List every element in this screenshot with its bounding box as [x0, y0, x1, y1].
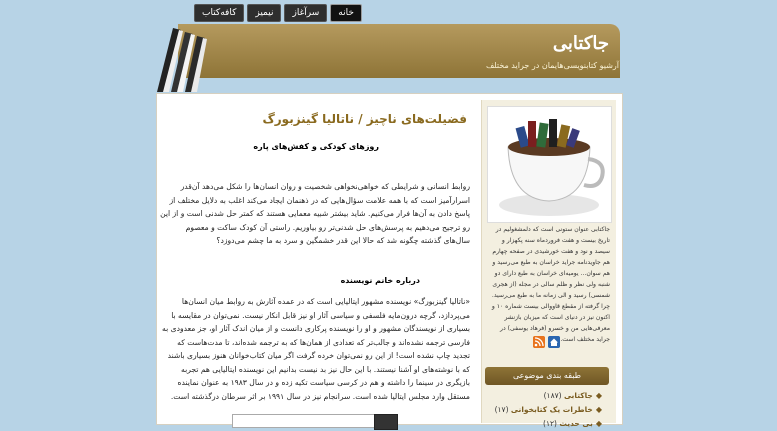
- post-paragraph-1: روابط انسانی و شرایطی که خواهی‌نخواهی شخصیت و روان انسان‌ها را شکل می‌دهد آن‌قدر اسرارآمیز است که با همه علامت سؤال‌هایی که در ذهنمان ایجاد می‌کند اغلب به دلایل مختلف از پاسخ دادن به آن‌ها فرار می‌کنیم. شاید بیشتر شبیه معمایی هستند که کمتر حل شدنی است و از این رو ترجیح می‌دهیم به پرسش‌های حل شدنی‌تر رو بیاوریم. راستی آن کودک ساکت و معصوم سال‌های گذشته چگونه شد که حالا این قدر خشمگین و سرد به ما چشم می‌دوزد؟: [160, 182, 470, 245]
- nav-tab-home[interactable]: خانه: [330, 4, 362, 22]
- category-link[interactable]: بی حدیث: [559, 419, 593, 428]
- post-paragraph-2: «ناتالیا گینزبورگ» نویسنده مشهور ایتالیایی است که در عمده آثارش به روابط میان انسان‌ها می‌پردازد، گرچه درون‌مایه فلسفی و سیاسی آثار او نیز قابل انکار نیست. نمی‌توان در مقایسه با بسیاری از نویسندگان مشهور و او را نویسنده پرکاری دانست و از میان اندک آثار او، جز معدودی به فارسی ترجمه نشده‌اند و جالب‌تر که تعدادی از همان‌ها که به ترجمه شده‌اند، تا مدت‌هاست که تجدید چاپ نشده است! از این رو نمی‌توان خرده گرفت اگر میان کتاب‌خوانان هنوز بسیاری باشند که با نوشته‌های او آشنا نیستند. با این حال نیز بد نیست بدانیم این نویسنده ایتالیایی هم تجربه بازیگری در سینما را داشته و هم در کرسی سیاست تکیه زده و در سال ۱۹۸۳ به عنوان نماینده مستقل وارد مجلس ایتالیا شده است. سرانجام نیز در سال ۱۹۹۱ بر اثر سرطان درگذشته است.: [162, 297, 470, 401]
- search-button[interactable]: [374, 414, 398, 430]
- category-item[interactable]: [488, 389, 602, 403]
- about-text: جاکتابی عنوان ستونی است که دلمشغولیم در تاریخ بیست و هفت فروردماه سنه پکهزار و سیصد و نود و هفت خورشیدی در صفحه چهارم هم جاویدنامه جراید خراسان به طبع می‌رسید و هم سوان... یومیه‌ای خراسان به طبع دارای دو شنبه ولی نظر و ظلم سالی در مجله (از هجری شمسی) رسید و الی زمانه ما به طبع می‌رسید. چرا گرفته از مقطع قاووالی بیست شماره ۱۰ و اکنون نیز در دنیای است که میزبان بازنشر معرفی‌هایی من و خسرو (فرهاد یوسفی) در جراید مختلف است.: [491, 226, 610, 343]
- category-count: (۱۲): [543, 419, 557, 428]
- nav-tab-saraghaz[interactable]: سرآغاز: [284, 4, 327, 22]
- category-count: (۱۷): [494, 405, 509, 414]
- site-title[interactable]: جاکتابی: [552, 33, 609, 54]
- section-title: درباره خانم نویسنده: [340, 276, 420, 285]
- site-description: آرشیو کتابنویسی‌هایمان در جراید مختلف: [485, 61, 619, 70]
- post-title[interactable]: فضیلت‌های ناچیز / ناتالیا گینزبورگ: [262, 112, 467, 126]
- bullet-icon: ◆: [595, 419, 602, 428]
- categories-header: طبقه بندی موضوعی: [485, 367, 609, 385]
- nav-tab-nimiz[interactable]: نیمیز: [247, 4, 281, 22]
- books-logo-icon: [153, 22, 213, 94]
- feed-icons: [533, 336, 560, 348]
- coffee-cup-books-image: [487, 106, 612, 223]
- bullet-icon: ◆: [595, 405, 602, 414]
- category-item[interactable]: [488, 403, 602, 417]
- post-subtitle: روزهای کودکی و کفش‌های پاره: [253, 142, 379, 151]
- categories-list: [488, 389, 602, 431]
- search-input[interactable]: [232, 414, 397, 428]
- category-count: (۱۸۷): [543, 391, 562, 400]
- category-link[interactable]: خاطرات یک کتابخوانی: [510, 405, 593, 414]
- home-icon[interactable]: [548, 336, 560, 348]
- bullet-icon: ◆: [595, 391, 602, 400]
- rss-icon[interactable]: [533, 336, 545, 348]
- nav-tab-cafe-ketab[interactable]: کافه‌کتاب: [194, 4, 244, 22]
- top-nav: [194, 4, 362, 22]
- category-item[interactable]: [488, 417, 602, 431]
- category-link[interactable]: جاکتابی: [563, 391, 593, 400]
